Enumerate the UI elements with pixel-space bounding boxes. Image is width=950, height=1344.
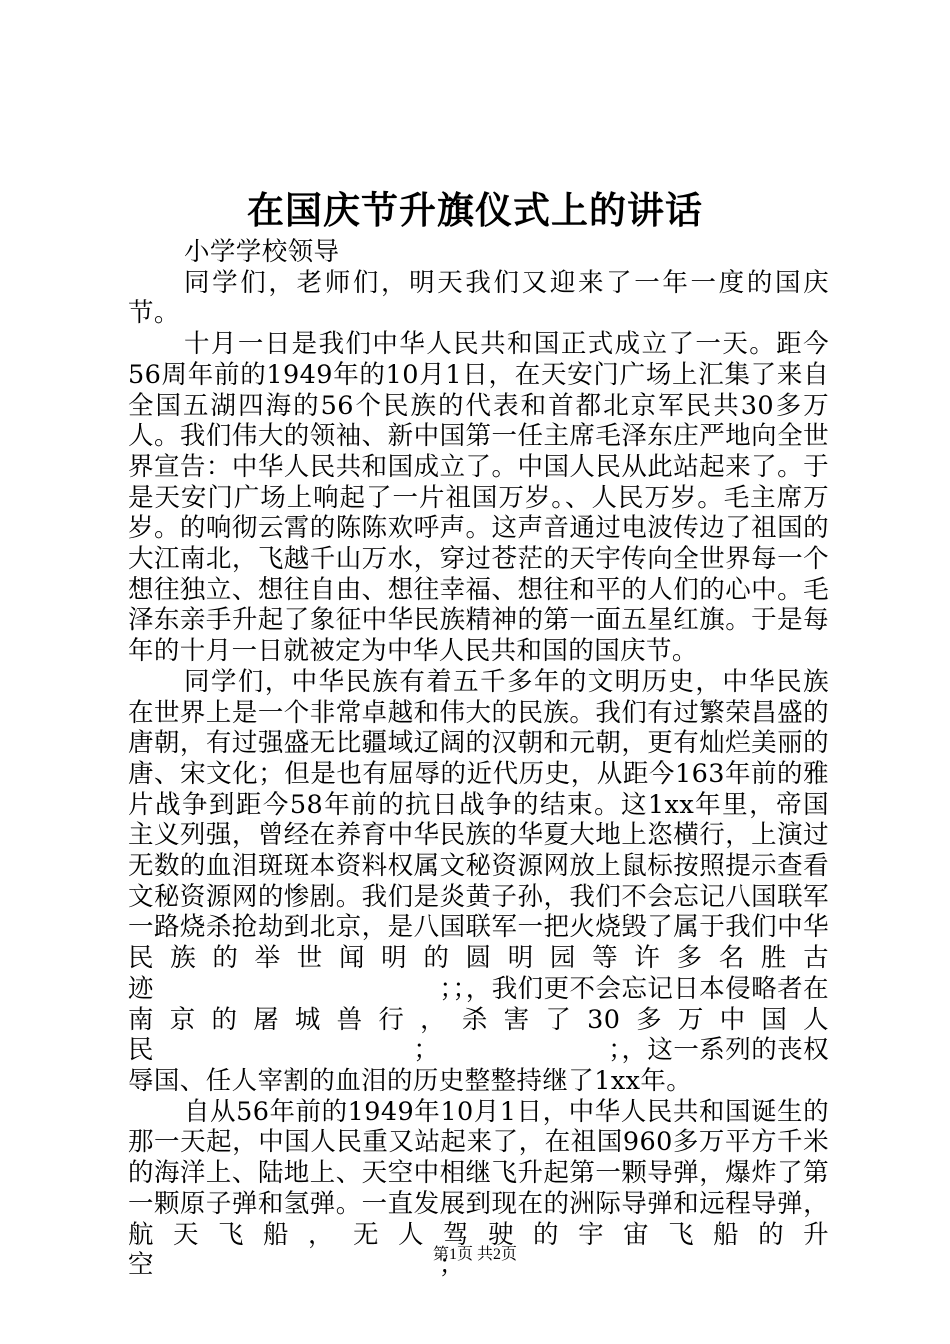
paragraph-history: 同学们，中华民族有着五千多年的文明历史，中华民族在世界上是一个非常卓越和伟大的民族。我们有过繁荣昌盛的唐朝，有过强盛无比疆域辽阔的汉朝和元朝，更有灿烂美丽的唐、宋文化；但是也有屈辱的近代历史，从距今163年前的雅片战争到距今58年前的抗日战争的结束。这1xx年里，帝国主义列强，曾经在养育中华民族的华夏大地上恣横行，上演过无数的血泪斑斑本资料权属文秘资源网放上鼠标按照提示查看文秘资源网的惨剧。我们是炎黄子孙，我们不会忘记八国联军一路烧杀抢劫到北京，是八国联军一把火烧毁了属于我们中华民族的举世闻明的圆明园等许多名胜古迹 ；；，我们更不会忘记日本侵略者在南京的屠城兽行，杀害了30多万中国人民 ； ；，这一系列的丧权辱国、任人宰割的血泪的历史整整持继了1xx年。	[128, 666, 829, 1096]
paragraph-development: 自从56年前的1949年10月1日，中华人民共和国诞生的那一天起，中国人民重又站起来了，在祖国960多万平方千米的海洋上、陆地上、天空中相继飞升起第一颗导弹，爆炸了第一颗原子弹和氢弹。一直发展到现在的洲际导弹和远程导弹，航天飞船，无人驾驶的宇宙飞船的升空 ；	[128, 1096, 829, 1281]
document-body	[128, 237, 829, 1281]
document-title: 在国庆节升旗仪式上的讲话	[247, 188, 703, 232]
paragraph-greeting: 同学们，老师们，明天我们又迎来了一年一度的国庆节。	[128, 267, 829, 329]
paragraph-founding: 十月一日是我们中华人民共和国正式成立了一天。距今56周年前的1949年的10月1日，在天安门广场上汇集了来自全国五湖四海的56个民族的代表和首都北京军民共30多万人。我们伟大的领袖、新中国第一任主席毛泽东庄严地向全世界宣告：中华人民共和国成立了。中国人民从此站起来了。于是天安门广场上响起了一片祖国万岁。、人民万岁。毛主席万岁。的响彻云霄的陈陈欢呼声。这声音通过电波传边了祖国的大江南北，飞越千山万水，穿过苍茫的天宇传向全世界每一个想往独立、想往自由、想往幸福、想往和平的人们的心中。毛泽东亲手升起了象征中华民族精神的第一面五星红旗。于是每年的十月一日就被定为中华人民共和国的国庆节。	[128, 329, 829, 667]
salutation-line: 小学学校领导	[184, 237, 340, 267]
page-footer: 第1页 共2页	[432, 1246, 517, 1263]
